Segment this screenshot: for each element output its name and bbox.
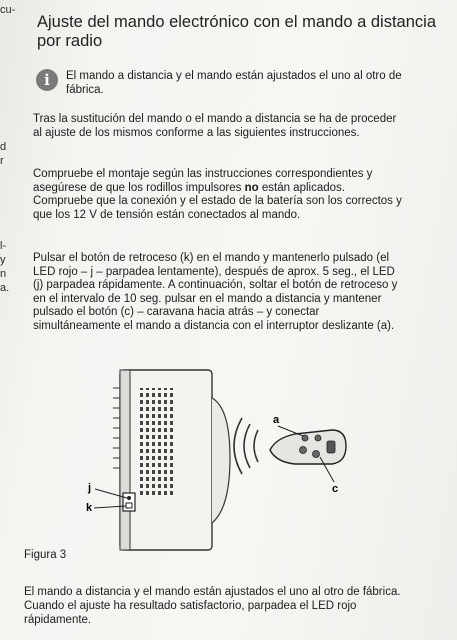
info-note: El mando a distancia y el mando están ajustados el uno al otro de fábrica.: [66, 70, 402, 96]
margin-fragment: n: [0, 268, 7, 280]
margin-fragment: cu-: [0, 4, 16, 16]
margin-fragment: d: [0, 141, 7, 153]
info-icon: i: [36, 69, 58, 91]
figure-label-j: j: [88, 482, 92, 494]
paragraph-check-text: Compruebe el montaje según las instrucciones correspondientes y asegúrese de que los rodillos impulsores: [33, 168, 373, 194]
margin-fragment: a.: [0, 282, 10, 294]
figure-label-k: k: [86, 502, 93, 514]
radio-waves-icon: [234, 418, 258, 474]
figure-label-c: c: [332, 483, 339, 495]
slide-switch: [327, 441, 335, 453]
remote-control: [270, 430, 346, 464]
paragraph-check: [33, 168, 408, 222]
led-indicator: [127, 496, 131, 500]
page-title: Ajuste del mando electrónico con el mando a distancia por radio: [37, 13, 436, 50]
reset-button: [126, 503, 132, 508]
margin-fragment: y: [0, 254, 6, 266]
control-unit: [113, 370, 230, 550]
paragraph-check-emphasis: no: [244, 181, 259, 194]
paragraph-check-text-end: están aplicados. Compruebe que la conexión y el estado de la batería son los correctos y que los 12 V de tensión están conectados al mando.: [33, 181, 402, 221]
figure-illustration: [80, 358, 380, 558]
paragraph-result: El mando a distancia y el mando están ajustados el uno al otro de fábrica. Cuando el ajuste ha resultado satisfactorio, parpadea el LED rojo rápidamente.: [24, 586, 401, 626]
margin-fragment: r: [0, 155, 4, 167]
paragraph-procedure: Pulsar el botón de retroceso (k) en el mando y mantenerlo pulsado (el LED rojo – j – parpadea lentamente), después de aprox. 5 seg., el LED (j) parpadea rápidamente. A continuación, soltar el botón de retroceso y en el intervalo de 10 seg. pulsar en el mando a distancia y mantener pulsado el botón (c) – caravana hacia atrás – y conectar simultáneamente el mando a distancia con el interruptor deslizante (a).: [33, 252, 398, 332]
paragraph-intro: Tras la sustitución del mando o el mando a distancia se ha de proceder al ajuste de los mismos conforme a las siguientes instrucciones.: [33, 113, 397, 139]
figure-label-a: a: [273, 414, 280, 426]
margin-fragment: l-: [0, 240, 7, 252]
figure-caption: Figura 3: [24, 549, 67, 561]
